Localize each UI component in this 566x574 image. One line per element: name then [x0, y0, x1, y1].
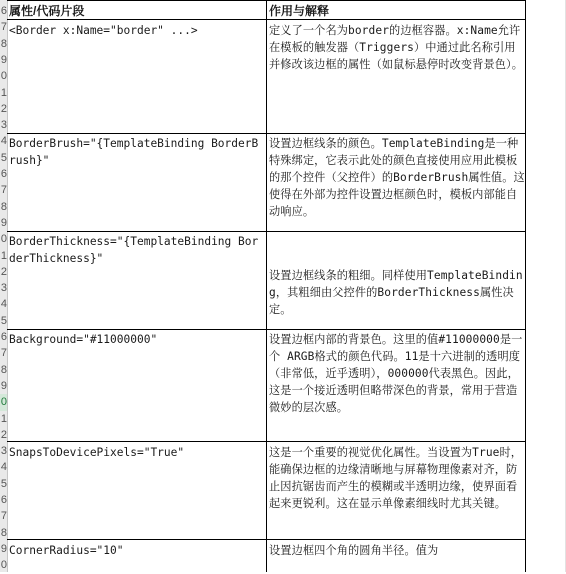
row-number[interactable]: 4	[0, 461, 7, 474]
cell-code-borderthickness[interactable]: BorderThickness="{TemplateBinding BorderThickness}"	[9, 235, 259, 265]
row-number[interactable]: 0	[0, 394, 7, 411]
cell-code-cornerradius[interactable]: CornerRadius="10"	[9, 544, 124, 557]
row-number[interactable]: 8	[0, 37, 7, 50]
table-right-border	[525, 0, 526, 572]
row-number[interactable]: 3	[0, 445, 7, 458]
row-number[interactable]: 3	[0, 282, 7, 295]
row-number[interactable]: 2	[0, 265, 7, 278]
header-code[interactable]: 属性/代码片段	[9, 4, 85, 18]
row-number[interactable]: 8	[0, 363, 7, 376]
row-number[interactable]: 9	[0, 542, 7, 555]
row-number[interactable]: 7	[0, 184, 7, 197]
row-number[interactable]: 6	[0, 5, 7, 17]
header-description[interactable]: 作用与解释	[269, 4, 330, 18]
row-number[interactable]: 1	[0, 249, 7, 262]
row-number[interactable]: 0	[0, 70, 7, 83]
row-number[interactable]: 0	[0, 233, 7, 246]
row-number[interactable]: 7	[0, 21, 7, 34]
row-number[interactable]: 0	[0, 559, 7, 572]
row-number[interactable]: 6	[0, 331, 7, 343]
cell-desc-cornerradius[interactable]: 设置边框四个角的圆角半径。值为	[269, 544, 439, 557]
cell-code-border[interactable]: <Border x:Name="border" ...>	[9, 24, 198, 37]
row-number[interactable]: 8	[0, 200, 7, 213]
cell-code-snapstodevicepixels[interactable]: SnapsToDevicePixels="True"	[9, 446, 185, 459]
row-number[interactable]: 7	[0, 510, 7, 523]
row-number[interactable]: 9	[0, 379, 7, 392]
row-number[interactable]: 7	[0, 347, 7, 360]
row-number[interactable]: 9	[0, 53, 7, 66]
cell-code-background[interactable]: Background="#11000000"	[9, 333, 158, 346]
row-number[interactable]: 2	[0, 428, 7, 441]
row-number[interactable]: 2	[0, 102, 7, 115]
row-number[interactable]: 1	[0, 412, 7, 425]
row-number[interactable]: 5	[0, 314, 7, 327]
cell-desc-border[interactable]: 定义了一个名为border的边框容器。x:Name允许在模板的触发器（Triggers）中通过此名称引用并修改该边框的属性（如鼠标悬停时改变背景色）。	[269, 24, 524, 71]
row-number[interactable]: 6	[0, 494, 7, 506]
row-number[interactable]: 5	[0, 477, 7, 490]
row-number[interactable]: 4	[0, 135, 7, 148]
row-number[interactable]: 9	[0, 216, 7, 229]
row-number[interactable]: 5	[0, 151, 7, 164]
column-divider	[266, 0, 267, 572]
cell-desc-background[interactable]: 设置边框内部的背景色。这里的值#11000000是一个 ARGB格式的颜色代码。11是十六进制的透明度（非常低，近乎透明），000000代表黑色。因此，这是一个接近透明但略带深色的背景，常用于营造微妙的层次感。	[269, 333, 523, 414]
row-number[interactable]: 8	[0, 526, 7, 539]
row-number[interactable]: 6	[0, 168, 7, 180]
cell-desc-borderthickness[interactable]: 设置边框线条的粗细。同样使用TemplateBinding，其粗细由父控件的BorderThickness属性决定。	[269, 269, 523, 316]
row-number[interactable]: 1	[0, 86, 7, 99]
row-number[interactable]: 3	[0, 119, 7, 132]
cell-desc-snapstodevicepixels[interactable]: 这是一个重要的视觉优化属性。当设置为True时，能确保边框的边缘清晰地与屏幕物理像素对齐，防止因抗锯齿而产生的模糊或半透明边缘，使界面看起来更锐利。这在显示单像素细线时尤其关键。	[269, 446, 523, 510]
cell-code-borderbrush[interactable]: BorderBrush="{TemplateBinding BorderBrush}"	[9, 137, 259, 167]
cell-desc-borderbrush[interactable]: 设置边框线条的颜色。TemplateBinding是一种特殊绑定，它表示此处的颜色直接使用应用此模板的那个控件（父控件）的BorderBrush属性值。这使得在外部为控件设置边框颜色时，模板内部能自动响应。	[269, 137, 525, 218]
row-number[interactable]: 4	[0, 298, 7, 311]
